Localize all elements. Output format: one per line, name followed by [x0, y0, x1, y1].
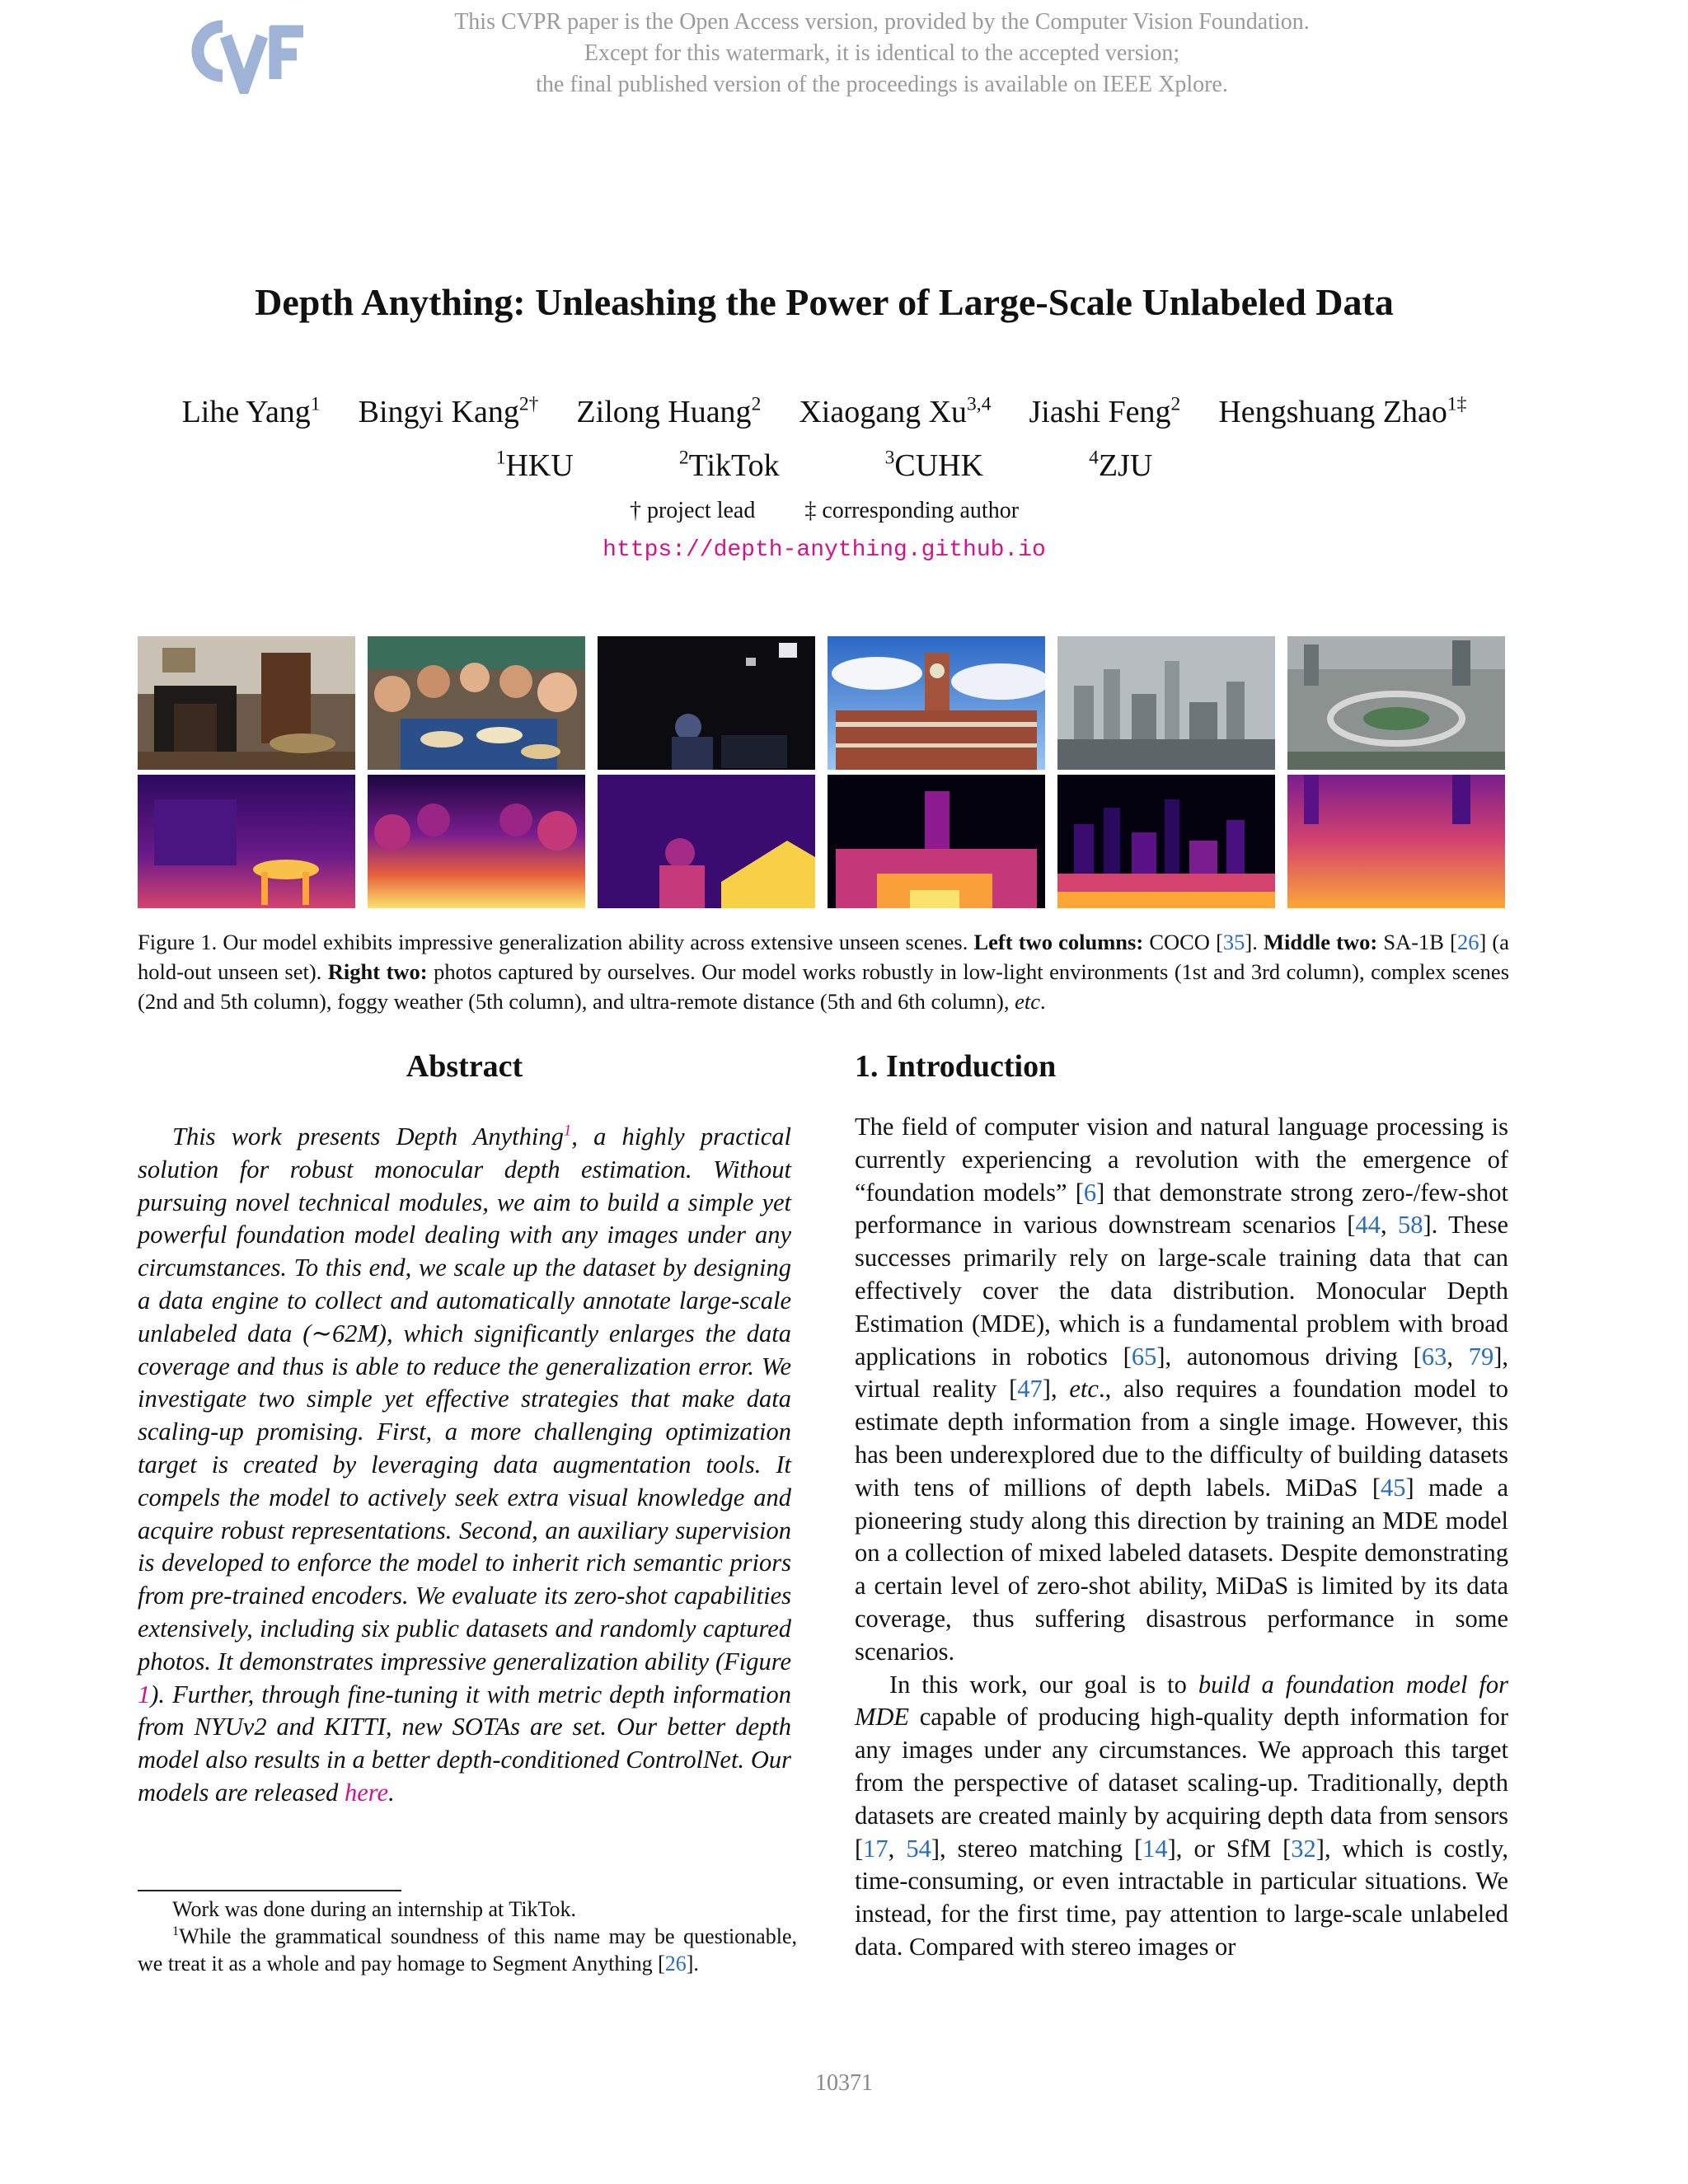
caption-bold: Left two columns: — [973, 930, 1144, 954]
footnote-mark: 1 — [172, 1924, 180, 1939]
figure-label: Figure 1. — [138, 930, 218, 954]
intro-text: ], virtual reality [ — [855, 1342, 1509, 1404]
project-lead-note: † project lead — [629, 498, 756, 523]
intro-text: In this work, our goal is to — [889, 1670, 1198, 1699]
caption-bold: Middle two: — [1264, 930, 1378, 954]
footnote-text: While the grammatical soundness of this name may be questionable, we treat it as a whole and pay homage to Segment Anything [ — [138, 1924, 797, 1975]
citation-link[interactable]: 45 — [1381, 1473, 1406, 1502]
figure-ref-link[interactable]: 1 — [138, 1680, 151, 1708]
intro-text: ., also requires a foundation model to estimate depth information from a single image. However, this has been underexplored due to the difficulty of building datasets with tens of millions of depth labels. MiDaS [ — [855, 1375, 1508, 1502]
citation-link[interactable]: 47 — [1017, 1375, 1043, 1404]
affiliation-name: ZJU — [1098, 448, 1153, 483]
affiliation-mark: 2 — [678, 447, 689, 469]
intro-text: , — [1447, 1342, 1469, 1371]
caption-text: COCO [ — [1143, 930, 1223, 954]
intro-paragraph-1 — [855, 1111, 1508, 1669]
citation-link[interactable]: 58 — [1398, 1211, 1423, 1240]
affiliation-list — [0, 448, 1648, 484]
affiliation — [679, 448, 780, 484]
project-url-link[interactable]: https://depth-anything.github.io — [603, 537, 1046, 563]
intro-text: , — [888, 1834, 907, 1863]
author — [799, 394, 991, 430]
citation-link[interactable]: 79 — [1468, 1342, 1494, 1371]
introduction-body — [855, 1111, 1508, 1964]
figure-1 — [138, 636, 1507, 908]
author — [182, 394, 321, 430]
author — [1029, 394, 1180, 430]
author-mark: 2† — [518, 393, 539, 415]
corresponding-author-note: ‡ corresponding author — [804, 498, 1020, 523]
intro-text: ], which is costly, time-consuming, or even intractable in particular situations. We instead, for the first time, pay attention to large-scale unlabeled data. Compared with stereo images or — [855, 1834, 1508, 1961]
citation-link[interactable]: 44 — [1355, 1211, 1381, 1240]
author-mark: 2 — [751, 393, 762, 415]
footnotes — [138, 1896, 797, 1977]
caption-italic: etc — [1015, 989, 1041, 1014]
intro-italic: etc — [1069, 1375, 1099, 1404]
footnote-text: ]. — [686, 1952, 699, 1975]
paper-title: Depth Anything: Unleashing the Power of Large-Scale Unlabeled Data — [255, 281, 1394, 323]
photo-family-dinner — [368, 636, 585, 770]
intro-text: ], stereo matching [ — [931, 1834, 1143, 1863]
author-name: Xiaogang Xu — [799, 395, 968, 429]
citation-link[interactable]: 17 — [863, 1834, 889, 1863]
citation-link[interactable]: 6 — [1083, 1178, 1097, 1207]
intro-text: ]. These successes primarily rely on large-scale training data that can effectively cover the data distribution. Monocular Depth Estimation (MDE), which is a fundamental problem with broad applications in robotics [ — [855, 1211, 1508, 1371]
abstract-heading: Abstract — [406, 1049, 523, 1084]
depth-map-indoor — [138, 775, 355, 908]
citation-link[interactable]: 65 — [1131, 1342, 1157, 1371]
citation-link[interactable]: 35 — [1222, 930, 1245, 954]
figure-caption — [138, 927, 1509, 1016]
intro-text: ], — [1042, 1375, 1070, 1404]
abstract-paragraph — [138, 1121, 791, 1810]
caption-text: . — [1040, 989, 1046, 1014]
affiliation-name: TikTok — [688, 448, 780, 483]
citation-link[interactable]: 54 — [906, 1834, 931, 1863]
affiliation-mark: 4 — [1089, 447, 1099, 469]
photo-dark-stage — [598, 636, 815, 770]
citation-link[interactable]: 14 — [1142, 1834, 1168, 1863]
affiliation — [496, 448, 574, 484]
caption-text: ] (a hold-out unseen set). — [138, 930, 1510, 984]
affiliation-name: CUHK — [894, 448, 984, 483]
author — [1218, 394, 1466, 430]
models-here-link[interactable]: here — [345, 1778, 389, 1807]
intro-paragraph-2 — [855, 1669, 1508, 1964]
affiliation-mark: 1 — [495, 447, 506, 469]
author-mark: 2 — [1170, 393, 1181, 415]
intro-italic: build a foundation model for MDE — [855, 1670, 1508, 1732]
footnote-divider — [138, 1890, 401, 1891]
depth-map-stage — [598, 775, 815, 908]
intro-text: ], autonomous driving [ — [1156, 1342, 1422, 1371]
author-mark: 3,4 — [967, 393, 992, 415]
page-number: 10371 — [815, 2070, 873, 2096]
depth-map-skyline — [1057, 775, 1275, 908]
author-name: Bingyi Kang — [358, 395, 519, 429]
abstract-text: This work presents Depth Anything — [172, 1122, 564, 1151]
citation-link[interactable]: 26 — [664, 1952, 687, 1975]
footnote-1 — [138, 1923, 797, 1977]
watermark-line: Except for this watermark, it is identical to the accepted version; — [584, 40, 1180, 66]
author-mark: 1 — [310, 393, 321, 415]
abstract-text: ). Further, through fine-tuning it with metric depth information from NYUv2 and KITTI, new SOTAs are set. Our better depth model also results in a better depth-conditioned ControlNet. Our models are released — [138, 1680, 791, 1807]
affiliation — [885, 448, 983, 484]
photo-indoor-fireplace — [138, 636, 355, 770]
abstract-body — [138, 1121, 791, 1810]
affiliation — [1089, 448, 1152, 484]
caption-text: photos captured by ourselves. Our model works robustly in low-light environments (1st and 3rd column), complex scenes (2nd and 5th column), foggy weather (5th column), and ultra-remote distance (5th and 6th column), — [138, 959, 1510, 1014]
caption-bold: Right two: — [327, 959, 428, 984]
author-list — [0, 394, 1648, 430]
footnote-internship: Work was done during an internship at TikTok. — [172, 1897, 577, 1921]
intro-text: , — [1380, 1211, 1399, 1240]
intro-text: ], or SfM [ — [1167, 1834, 1292, 1863]
author-name: Hengshuang Zhao — [1218, 395, 1447, 429]
intro-text: The field of computer vision and natural language processing is currently experiencing a revolution with the emergence of “foundation models” [ — [855, 1113, 1508, 1207]
affiliation-name: HKU — [505, 448, 574, 483]
watermark-line: This CVPR paper is the Open Access version, provided by the Computer Vision Foundation. — [454, 9, 1310, 35]
cvf-logo — [183, 12, 307, 94]
depth-map-clock-tower — [828, 775, 1045, 908]
author-notes — [0, 498, 1648, 524]
caption-text: ]. — [1245, 930, 1264, 954]
affiliation-mark: 3 — [884, 447, 895, 469]
author-name: Zilong Huang — [576, 395, 752, 429]
author — [359, 394, 539, 430]
author-name: Lihe Yang — [181, 395, 311, 429]
watermark-line: the final published version of the proceedings is available on IEEE Xplore. — [536, 72, 1228, 97]
author-name: Jiashi Feng — [1029, 395, 1171, 429]
citation-link[interactable]: 26 — [1456, 930, 1479, 954]
photo-clock-tower — [828, 636, 1045, 770]
caption-text: SA-1B [ — [1377, 930, 1457, 954]
citation-link[interactable]: 32 — [1291, 1834, 1316, 1863]
citation-link[interactable]: 63 — [1421, 1342, 1447, 1371]
abstract-text: . — [388, 1778, 395, 1807]
intro-text: ] made a pioneering study along this direction by training an MDE model on a collection of mixed labeled datasets. Despite demonstrating a certain level of zero-shot ability, MiDaS is limited by its data coverage, thus suffering disastrous performance in some scenarios. — [855, 1473, 1508, 1666]
abstract-text: , a highly practical solution for robust monocular depth estimation. Without pursuing novel technical modules, we aim to build a simple yet powerful foundation model dealing with any images under any circumstances. To this end, we scale up the dataset by designing a data engine to collect and automatically annotate large-scale unlabeled data (∼62M), which significantly enlarges the data coverage and thus is able to reduce the generalization error. We investigate two simple yet effective strategies that make data scaling-up promising. First, a more challenging optimization target is created by leveraging data augmentation tools. It compels the model to actively seek extra visual knowledge and acquire robust representations. Second, an auxiliary supervision is developed to enforce the model to inherit rich semantic priors from pre-trained encoders. We evaluate its zero-shot capabilities extensively, including six public datasets and randomly captured photos. It demonstrates impressive generalization ability (Figure — [138, 1122, 791, 1675]
depth-map-roundabout — [1287, 775, 1505, 908]
intro-text: capable of producing high-quality depth information for any images under any circumstances. We approach this target from the perspective of dataset scaling-up. Traditionally, depth datasets are created mainly by acquiring depth data from sensors [ — [855, 1703, 1508, 1863]
author-mark: 1‡ — [1447, 393, 1467, 415]
watermark — [346, 7, 1418, 101]
photo-foggy-skyline — [1057, 636, 1275, 770]
author — [576, 394, 761, 430]
introduction-heading: 1. Introduction — [855, 1049, 1057, 1084]
photo-aerial-roundabout — [1287, 636, 1505, 770]
depth-map-dinner — [368, 775, 585, 908]
intro-text: ] that demonstrate strong zero-/few-shot performance in various downstream scenarios [ — [855, 1178, 1508, 1240]
caption-text: Our model exhibits impressive generalization ability across extensive unseen scenes. — [217, 930, 974, 954]
footnote-mark[interactable]: 1 — [563, 1122, 572, 1140]
